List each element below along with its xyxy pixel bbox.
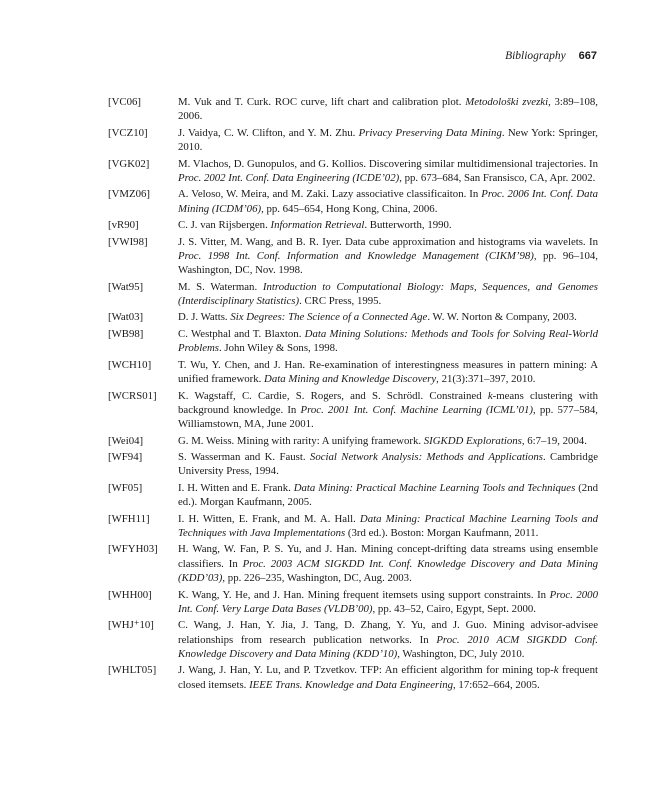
reference-segment: J. Wang, J. Han, Y. Lu, and P. Tzvetkov. TFP: An efficient algorithm for mining top- [178, 664, 554, 677]
reference-title: Proc. 2003 ACM SIGKDD Int. Conf. Knowledge Discovery and Data Mining (KDD’03) [178, 557, 598, 585]
citation-key: [Wei04] [108, 434, 144, 447]
reference-segment: (3rd ed.). Boston: Morgan Kaufmann, 2011. [345, 526, 539, 539]
citation-key: [WHLT05] [108, 664, 157, 677]
reference-segment: G. M. Weiss. Mining with rarity: A unifying framework. [178, 434, 424, 447]
citation-key: [WF94] [108, 451, 143, 464]
reference-segment: , pp. 645–654, Hong Kong, China, 2006. [261, 202, 438, 215]
reference-title: Proc. 1998 Int. Conf. Information and Knowledge Management (CIKM’98) [178, 249, 534, 262]
reference-text [178, 218, 598, 232]
bib-entry [108, 235, 598, 278]
reference-title: Proc. 2000 Int. Conf. Very Large Data Bases (VLDB’00) [178, 588, 598, 615]
reference-title: Privacy Preserving Data Mining [358, 126, 502, 139]
bib-entry [108, 95, 598, 124]
reference-segment: , pp. 96–104, Washington, DC, Nov. 1998. [178, 249, 599, 277]
bib-entry [108, 389, 598, 432]
citation-key: [WHJ⁺10] [108, 619, 154, 632]
bibliography-list [108, 95, 598, 694]
reference-segment: , 21(3):371–397, 2010. [436, 373, 536, 386]
running-header [505, 49, 597, 63]
reference-segment: , pp. 226–235, Washington, DC, Aug. 2003. [222, 572, 412, 585]
citation-key: [Wat95] [108, 280, 144, 293]
reference-segment: C. Wang, J. Han, Y. Jia, J. Tang, D. Zhang, Y. Yu, and J. Guo. Mining advisor-advisee relationships from research publication networks. In [178, 619, 598, 646]
bib-entry [108, 588, 598, 617]
reference-title: k [487, 389, 493, 402]
running-header-section: Bibliography [505, 50, 566, 62]
citation-key: [WHH00] [108, 588, 152, 601]
citation-key: [WFYH03] [108, 543, 158, 556]
reference-segment: , 6:7–19, 2004. [521, 434, 587, 447]
reference-text [178, 663, 598, 692]
reference-title: Data Mining: Practical Machine Learning Tools and Techniques [293, 481, 576, 494]
reference-title: k [553, 664, 559, 677]
reference-segment: , Washington, DC, July 2010. [397, 647, 525, 660]
reference-segment: S. Wasserman and K. Faust. [178, 451, 310, 464]
reference-text [178, 481, 598, 510]
reference-segment: M. Vuk and T. Curk. ROC curve, lift chart and calibration plot. [178, 96, 466, 108]
citation-key: [VGK02] [108, 157, 150, 170]
citation-key: [VWI98] [108, 235, 148, 248]
reference-text [178, 327, 598, 356]
citation-key: [WFH11] [108, 512, 150, 525]
reference-segment: J. Vaidya, C. W. Clifton, and Y. M. Zhu. [178, 126, 359, 139]
reference-title: Metodološki zvezki [465, 96, 549, 108]
bib-entry [108, 358, 598, 387]
citation-key: [Wat03] [108, 311, 144, 324]
reference-segment: J. S. Vitter, M. Wang, and B. R. Iyer. Data cube approximation and histograms via wavelets. In [178, 235, 598, 248]
reference-segment: C. Westphal and T. Blaxton. [178, 327, 305, 340]
citation-key: [VCZ10] [108, 126, 148, 139]
bib-entry [108, 218, 598, 232]
reference-text [178, 618, 598, 661]
reference-text [178, 389, 598, 432]
bib-entry [108, 187, 598, 216]
reference-text [178, 310, 598, 324]
reference-title: IEEE Trans. Knowledge and Data Engineering [249, 678, 454, 691]
reference-segment: . Butterworth, 1990. [364, 219, 452, 232]
reference-title: Data Mining: Practical Machine Learning Tools and Techniques with Java Implementations [178, 512, 598, 539]
reference-segment: . Cambridge University Press, 1994. [178, 451, 599, 478]
reference-segment: D. J. Watts. [178, 311, 231, 324]
reference-segment: , pp. 43–52, Cairo, Egypt, Sept. 2000. [372, 602, 536, 615]
bib-entry [108, 126, 598, 155]
reference-text [178, 542, 598, 585]
reference-segment: A. Veloso, W. Meira, and M. Zaki. Lazy associative classificaiton. In [178, 188, 482, 201]
reference-title: Proc. 2002 Int. Conf. Data Engineering (ICDE’02) [178, 171, 400, 184]
reference-text [178, 588, 598, 617]
bib-entry [108, 434, 598, 448]
bib-entry [108, 450, 598, 479]
bib-entry [108, 481, 598, 510]
reference-segment: frequent closed itemsets. [178, 664, 598, 691]
reference-segment: . CRC Press, 1995. [299, 294, 382, 307]
reference-title: Six Degrees: The Science of a Connected Age [230, 311, 428, 324]
reference-segment: , 17:652–664, 2005. [453, 678, 540, 691]
reference-title: Proc. 2010 ACM SIGKDD Conf. Knowledge Discovery and Data Mining (KDD’10) [178, 633, 598, 660]
reference-title: Proc. 2006 Int. Conf. Data Mining (ICDM’06) [178, 188, 598, 215]
reference-segment: , 3:89–108, 2006. [178, 96, 599, 123]
reference-segment: M. Vlachos, D. Gunopulos, and G. Kollios. Discovering similar multidimensional trajectories. In [178, 157, 598, 170]
page-number: 667 [578, 50, 597, 62]
reference-segment: T. Wu, Y. Chen, and J. Han. Re-examination of interestingness measures in pattern mining: A unified framework. [178, 358, 598, 386]
reference-text [178, 187, 598, 216]
bib-entry [108, 327, 598, 356]
reference-title: Data Mining Solutions: Methods and Tools for Solving Real-World Problems [178, 327, 599, 355]
citation-key: [WF05] [108, 481, 143, 494]
reference-segment: M. S. Waterman. [178, 280, 263, 293]
reference-text [178, 280, 598, 309]
reference-title: Social Network Analysis: Methods and Applications [309, 451, 543, 464]
reference-title: SIGKDD Explorations [423, 434, 522, 447]
citation-key: [WCRS01] [108, 389, 157, 402]
reference-segment: (2nd ed.). Morgan Kaufmann, 2005. [178, 481, 598, 509]
reference-text [178, 157, 598, 186]
bib-entry [108, 280, 598, 309]
reference-text [178, 235, 598, 278]
reference-text [178, 126, 598, 155]
reference-text [178, 95, 598, 124]
citation-key: [WCH10] [108, 358, 152, 371]
bib-entry [108, 542, 598, 585]
reference-segment: -means clustering with background knowledge. In [178, 389, 598, 416]
reference-text [178, 450, 598, 479]
bib-entry [108, 157, 598, 186]
reference-text [178, 512, 598, 541]
reference-title: Data Mining and Knowledge Discovery [264, 373, 437, 386]
reference-segment: H. Wang, W. Fan, P. S. Yu, and J. Han. Mining concept-drifting data streams using ensemble classifiers. In [178, 543, 598, 570]
reference-title: Introduction to Computational Biology: Maps, Sequences, and Genomes (Interdisciplinary Statistics) [178, 280, 598, 307]
reference-title: Proc. 2001 Int. Conf. Machine Learning (ICML’01) [300, 403, 533, 416]
reference-segment: . John Wiley & Sons, 1998. [218, 342, 338, 355]
bib-entry [108, 618, 598, 661]
reference-segment: I. H. Witten, E. Frank, and M. A. Hall. [178, 512, 360, 525]
reference-segment: . W. W. Norton & Company, 2003. [427, 311, 577, 324]
reference-text [178, 434, 598, 448]
bib-entry [108, 310, 598, 324]
citation-key: [WB98] [108, 327, 144, 340]
citation-key: [VMZ06] [108, 188, 150, 201]
reference-segment: . New York: Springer, 2010. [178, 126, 598, 154]
reference-title: Information Retrieval [270, 219, 365, 232]
reference-text [178, 358, 598, 387]
bib-entry [108, 663, 598, 692]
reference-segment: , pp. 673–684, San Fransisco, CA, Apr. 2002. [399, 171, 596, 184]
reference-segment: C. J. van Rijsbergen. [178, 219, 271, 232]
reference-segment: , pp. 577–584, Williamstown, MA, June 2001. [178, 403, 598, 431]
bib-entry [108, 512, 598, 541]
citation-key: [vR90] [108, 219, 139, 232]
reference-segment: I. H. Witten and E. Frank. [178, 481, 294, 494]
reference-segment: K. Wang, Y. He, and J. Han. Mining frequent itemsets using support constraints. In [178, 588, 550, 601]
reference-segment: K. Wagstaff, C. Cardie, S. Rogers, and S. Schrödl. Constrained [178, 389, 488, 402]
citation-key: [VC06] [108, 96, 141, 108]
